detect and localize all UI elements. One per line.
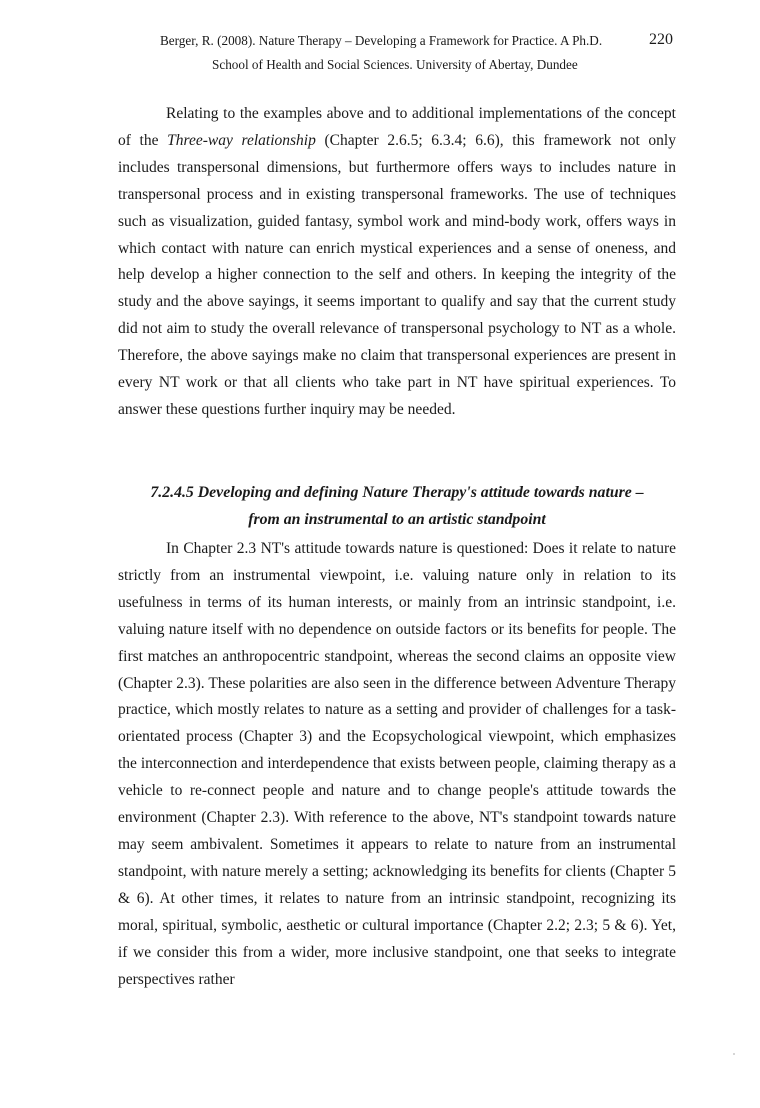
italic-term-three-way-relationship: Three-way relationship xyxy=(167,131,316,149)
body-paragraph-1 xyxy=(118,101,676,424)
body-paragraph-2 xyxy=(118,536,676,993)
section-heading-7-2-4-5 xyxy=(118,479,676,533)
page-number: 220 xyxy=(649,31,673,48)
scan-speck xyxy=(733,1053,735,1055)
paragraph-1-text-start: Relating to the examples above and to additional implementations of the concept of the xyxy=(118,105,676,149)
paragraph-2-text: In Chapter 2.3 NT's attitude towards nature is questioned: Does it relate to nature strictly from an instrumental viewpoint, i.e. valuing nature only in relation to its usefulness in terms of its human interests, or mainly from an intrinsic standpoint, i.e. valuing nature itself with no dependence on outside factors or its benefits for people. The first matches an anthropocentric standpoint, whereas the second claims an opposite view (Chapter 2.3). These polarities are also seen in the difference between Adventure Therapy practice, which mostly relates to nature as a setting and provider of challenges for a task-orientated process (Chapter 3) and the Ecopsychological viewpoint, which emphasizes the interconnection and interdependence that exists between people, claiming therapy as a vehicle to re-connect people and nature and to change people's attitude towards the environment (Chapter 2.3). With reference to the above, NT's standpoint towards nature may seem ambivalent. Sometimes it appears to relate to nature from an instrumental standpoint, with nature merely a setting; acknowledging its benefits for clients (Chapter 5 & 6). At other times, it relates to nature from an intrinsic standpoint, recognizing its moral, spiritual, symbolic, aesthetic or cultural importance (Chapter 2.2; 2.3; 5 & 6). Yet, if we consider this from a wider, more inclusive standpoint, one that seeks to integrate perspectives rather xyxy=(118,540,676,988)
running-header-institution: School of Health and Social Sciences. University of Abertay, Dundee xyxy=(212,57,578,72)
section-heading-line-2: from an instrumental to an artistic standpoint xyxy=(248,511,546,528)
running-header-citation: Berger, R. (2008). Nature Therapy – Developing a Framework for Practice. A Ph.D. xyxy=(160,33,603,48)
section-heading-line-1: 7.2.4.5 Developing and defining Nature Therapy's attitude towards nature – xyxy=(150,484,644,501)
paragraph-1-text-end: (Chapter 2.6.5; 6.3.4; 6.6), this framework not only includes transpersonal dimensions, but furthermore offers ways to includes nature in transpersonal process and in existing transpersonal frameworks. The use of techniques such as visualization, guided fantasy, symbol work and mind-body work, offers ways in which contact with nature can enrich mystical experiences and a sense of oneness, and help develop a higher connection to the self and others. In keeping the integrity of the study and the above sayings, it seems important to qualify and say that the current study did not aim to study the overall relevance of transpersonal psychology to NT as a whole. Therefore, the above sayings make no claim that transpersonal experiences are present in every NT work or that all clients who take part in NT have spiritual experiences. To answer these questions further inquiry may be needed. xyxy=(118,131,676,418)
